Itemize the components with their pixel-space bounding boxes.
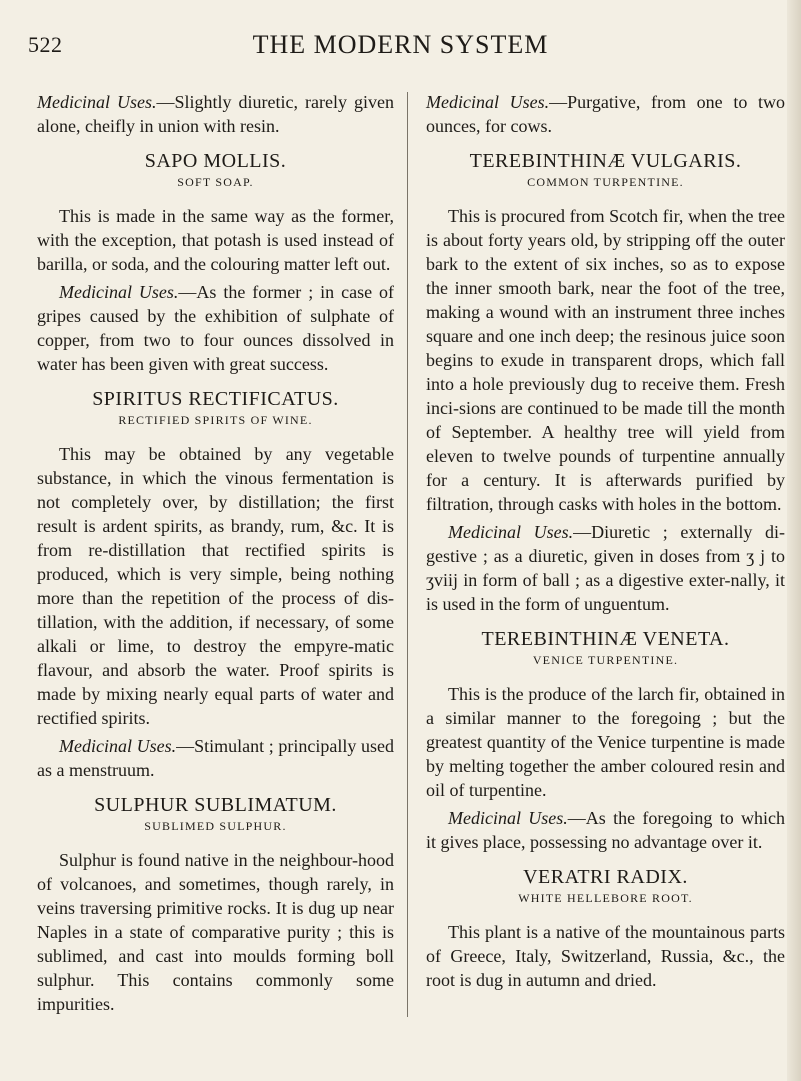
- page-number: 522: [28, 32, 63, 57]
- left-column: [37, 90, 394, 1020]
- medicinal-uses-text: —Stimulant ; principally used as a menstruum.: [37, 736, 394, 780]
- medicinal-uses-paragraph: [37, 734, 394, 782]
- medicinal-uses-text: —Diuretic ; externally di-gestive ; as a diuretic, given in doses from ʒ j to ʒviij in form of ball ; as a digestive exter-nally, it is used in the form of unguentum.: [426, 522, 785, 614]
- section-title-terebinthinae-veneta: TEREBINTHINÆ VENETA.: [481, 628, 730, 650]
- page-header: [0, 22, 801, 62]
- section-subtitle-white-hellebore-root: WHITE HELLEBORE ROOT.: [518, 891, 693, 905]
- medicinal-uses-label: Medicinal Uses.: [448, 522, 574, 542]
- medicinal-uses-label: Medicinal Uses.: [59, 736, 177, 756]
- running-head: THE MODERN SYSTEM: [252, 30, 549, 59]
- body-paragraph: This is made in the same way as the former, with the exception, that potash is used instead of barilla, or soda, and the colouring matter left out.: [37, 206, 394, 274]
- section-title-spiritus-rectificatus: SPIRITUS RECTIFICATUS.: [92, 388, 339, 410]
- medicinal-uses-text: —Slightly diuretic, rarely given alone, cheifly in union with resin.: [37, 92, 394, 136]
- medicinal-uses-text: —Purgative, from one to two ounces, for cows.: [426, 92, 785, 136]
- column-divider: [407, 92, 408, 1017]
- medicinal-uses-text: —As the former ; in case of gripes caused by the exhibition of sulphate of copper, from two to four ounces dissolved in water has been given with great success.: [37, 282, 394, 374]
- body-paragraph: This may be obtained by any vegetable substance, in which the vinous fermentation is not completely over, by distillation; the first result is ardent spirits, as brandy, rum, &c. It is from re-distillation that rectified spirits is produced, which is very simple, being nothing more than the repetition of the process of dis-tillation, with the addition, if necessary, of some alkali or lime, to destroy the empyre-matic flavour, and absorb the water. Proof spirits is made by mixing nearly equal parts of water and rectified spirits.: [37, 444, 394, 728]
- medicinal-uses-label: Medicinal Uses.: [448, 808, 568, 828]
- body-paragraph: This plant is a native of the mountainous parts of Greece, Italy, Switzerland, Russia, &c., the root is dug in autumn and dried.: [426, 922, 785, 990]
- section-title-terebinthinae-vulgaris: TEREBINTHINÆ VULGARIS.: [469, 150, 742, 172]
- section-subtitle-soft-soap: SOFT SOAP.: [177, 175, 254, 189]
- medicinal-uses-label: Medicinal Uses.: [59, 282, 179, 302]
- section-title-sapo-mollis: SAPO MOLLIS.: [144, 150, 287, 172]
- right-column: [426, 90, 785, 996]
- section-subtitle-rectified-spirits: RECTIFIED SPIRITS OF WINE.: [118, 413, 313, 427]
- medicinal-uses-paragraph: [426, 806, 785, 854]
- medicinal-uses-paragraph: [37, 280, 394, 376]
- section-subtitle-common-turpentine: COMMON TURPENTINE.: [527, 175, 684, 189]
- body-paragraph: This is the produce of the larch fir, obtained in a similar manner to the foregoing ; but the greatest quantity of the Venice turpentine is made by melting together the amber coloured resin and oil of turpentine.: [426, 684, 785, 800]
- medicinal-uses-label: Medicinal Uses.: [426, 92, 550, 112]
- section-subtitle-venice-turpentine: VENICE TURPENTINE.: [532, 653, 679, 667]
- body-paragraph: This is procured from Scotch fir, when the tree is about forty years old, by stripping off the outer bark to the extent of six inches, so as to expose the inner smooth bark, near the foot of the tree, making a wound with an instrument three inches square and one inch deep; the resinous juice soon begins to exude in transparent drops, which fall into a hole previously dug to receive them. Fresh inci-sions are continued to be made till the month of September. A healthy tree will yield from eleven to twelve pounds of turpentine annually for a century. It is afterwards purified by filtration, through casks with holes in the bottom.: [426, 206, 785, 514]
- section-subtitle-sublimed-sulphur: SUBLIMED SULPHUR.: [144, 819, 287, 833]
- section-title-veratri-radix: VERATRI RADIX.: [523, 866, 688, 888]
- section-title-sulphur-sublimatum: SULPHUR SUBLIMATUM.: [94, 794, 337, 816]
- medicinal-uses-paragraph: [426, 520, 785, 616]
- medicinal-uses-text: —As the foregoing to which it gives place, possessing no advantage over it.: [426, 808, 785, 852]
- body-paragraph: Sulphur is found native in the neighbour-hood of volcanoes, and sometimes, though rarely, in veins traversing primitive rocks. It is dug up near Naples in a state of comparative purity ; this is sublimed, and cast into moulds forming boll sulphur. This contains commonly some impurities.: [37, 850, 394, 1014]
- page-edge: [787, 0, 801, 1081]
- intro-paragraph: [426, 90, 785, 138]
- medicinal-uses-label: Medicinal Uses.: [37, 92, 157, 112]
- intro-paragraph: [37, 90, 394, 138]
